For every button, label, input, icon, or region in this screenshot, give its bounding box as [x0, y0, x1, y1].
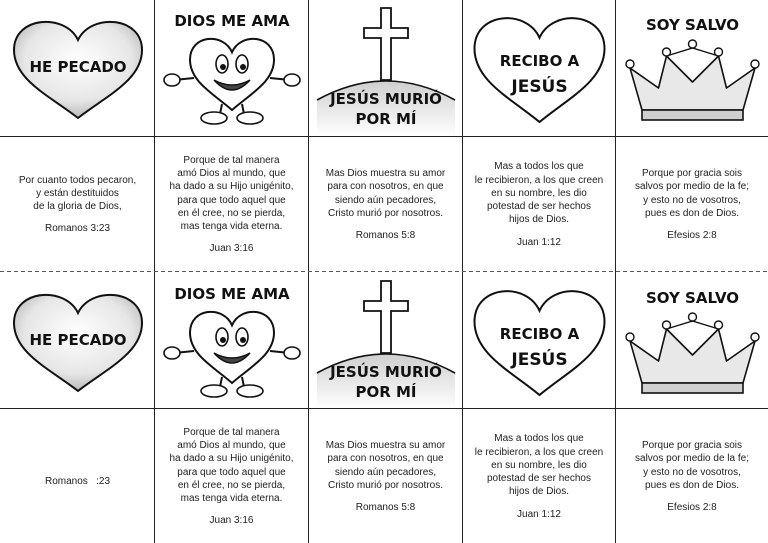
verse-reference: Efesios 2:8: [667, 501, 717, 513]
verse-reference: Juan 1:12: [517, 236, 561, 248]
picture-card: [616, 273, 768, 408]
crown-icon: [616, 273, 768, 408]
verse-reference: Juan 1:12: [517, 508, 561, 520]
verse-reference: Romanos 5:8: [355, 501, 416, 513]
crown-icon: [626, 40, 759, 120]
card-title-line2: POR MÍ: [355, 110, 417, 128]
verse-text: Porque por gracia sois salvos por medio de la fe; y esto no de vosotros, pues es don de Dios.: [635, 440, 749, 491]
verse-text: Mas a todos los que le recibieron, a los que creen en su nombre, les dio potestad de ser hechos hijos de Dios.: [474, 161, 604, 226]
heart-icon: [463, 0, 615, 135]
cross-on-hill-icon: [309, 0, 462, 135]
picture-card: [155, 273, 308, 408]
verse-card: [309, 137, 462, 271]
verse-card: [155, 409, 308, 543]
crown-icon: [616, 0, 768, 135]
verse-card: [1, 137, 154, 271]
verse-text: Porque de tal manera amó Dios al mundo, que ha dado a su Hijo unigénito, para que todo aquel que en él cree, no se pierda, mas tenga vida eterna.: [169, 154, 294, 232]
heart-icon: [1, 0, 154, 135]
picture-card: [1, 0, 154, 135]
verse-reference: Efesios 2:8: [667, 229, 717, 241]
verse-card: [309, 409, 462, 543]
verse-card: [616, 137, 768, 271]
picture-card: [463, 273, 615, 408]
heart-icon: [475, 291, 605, 395]
card-title-line1: JESÚS MURIÓ: [330, 90, 442, 108]
verse-text: Porque de tal manera amó Dios al mundo, que ha dado a su Hijo unigénito, para que todo aquel que en él cree, no se pierda, mas tenga vida eterna.: [169, 426, 294, 504]
verse-card: [155, 137, 308, 271]
cross-on-hill-icon: [309, 273, 462, 408]
verse-reference: Juan 3:16: [209, 515, 254, 527]
verse-text: Mas Dios muestra su amor para con nosotros, en que siendo aún pecadores, Cristo murió por nosotros.: [325, 168, 446, 219]
heart-icon: [463, 273, 615, 408]
crown-icon: [626, 313, 759, 393]
picture-card: [309, 0, 462, 135]
picture-card: [309, 273, 462, 408]
picture-card: [616, 0, 768, 135]
verse-reference: Romanos :23: [44, 475, 111, 487]
card-title-line2: JESÚS: [511, 350, 568, 370]
picture-card: [463, 0, 615, 135]
verse-reference: Juan 3:16: [209, 243, 254, 255]
verse-text: Mas a todos los que le recibieron, a los que creen en su nombre, les dio potestad de ser hechos hijos de Dios.: [474, 433, 604, 498]
smiling-heart-icon: [164, 312, 300, 397]
verse-reference: Romanos 5:8: [355, 229, 416, 241]
verse-card: [1, 409, 154, 543]
verse-text: Por cuanto todos pecaron, y están destituidos de la gloria de Dios,: [18, 174, 137, 213]
verse-reference: Romanos 3:23: [44, 223, 111, 235]
smiling-heart-icon: [164, 39, 300, 124]
card-title-line2: POR MÍ: [355, 383, 417, 401]
verse-card: [616, 409, 768, 543]
card-title: DIOS ME AMA: [174, 12, 290, 30]
card-title-line1: RECIBO A: [499, 52, 580, 70]
verse-text: Porque por gracia sois salvos por medio de la fe; y esto no de vosotros, pues es don de Dios.: [635, 168, 749, 219]
picture-card: [1, 273, 154, 408]
card-title: SOY SALVO: [645, 16, 740, 34]
card-title: HE PECADO: [29, 331, 127, 349]
heart-icon: [475, 18, 605, 122]
heart-icon: [1, 273, 154, 408]
card-title-line1: RECIBO A: [499, 325, 580, 343]
verse-text: Mas Dios muestra su amor para con nosotros, en que siendo aún pecadores, Cristo murió por nosotros.: [325, 440, 446, 491]
smiling-heart-icon: [155, 273, 308, 408]
card-title: DIOS ME AMA: [174, 285, 290, 303]
card-title-line1: JESÚS MURIÓ: [330, 363, 442, 381]
picture-card: [155, 0, 308, 135]
smiling-heart-icon: [155, 0, 308, 135]
verse-card: [463, 409, 615, 543]
verse-card: [463, 137, 615, 271]
card-title-line2: JESÚS: [511, 77, 568, 97]
card-title: SOY SALVO: [645, 289, 740, 307]
card-title: HE PECADO: [29, 58, 127, 76]
